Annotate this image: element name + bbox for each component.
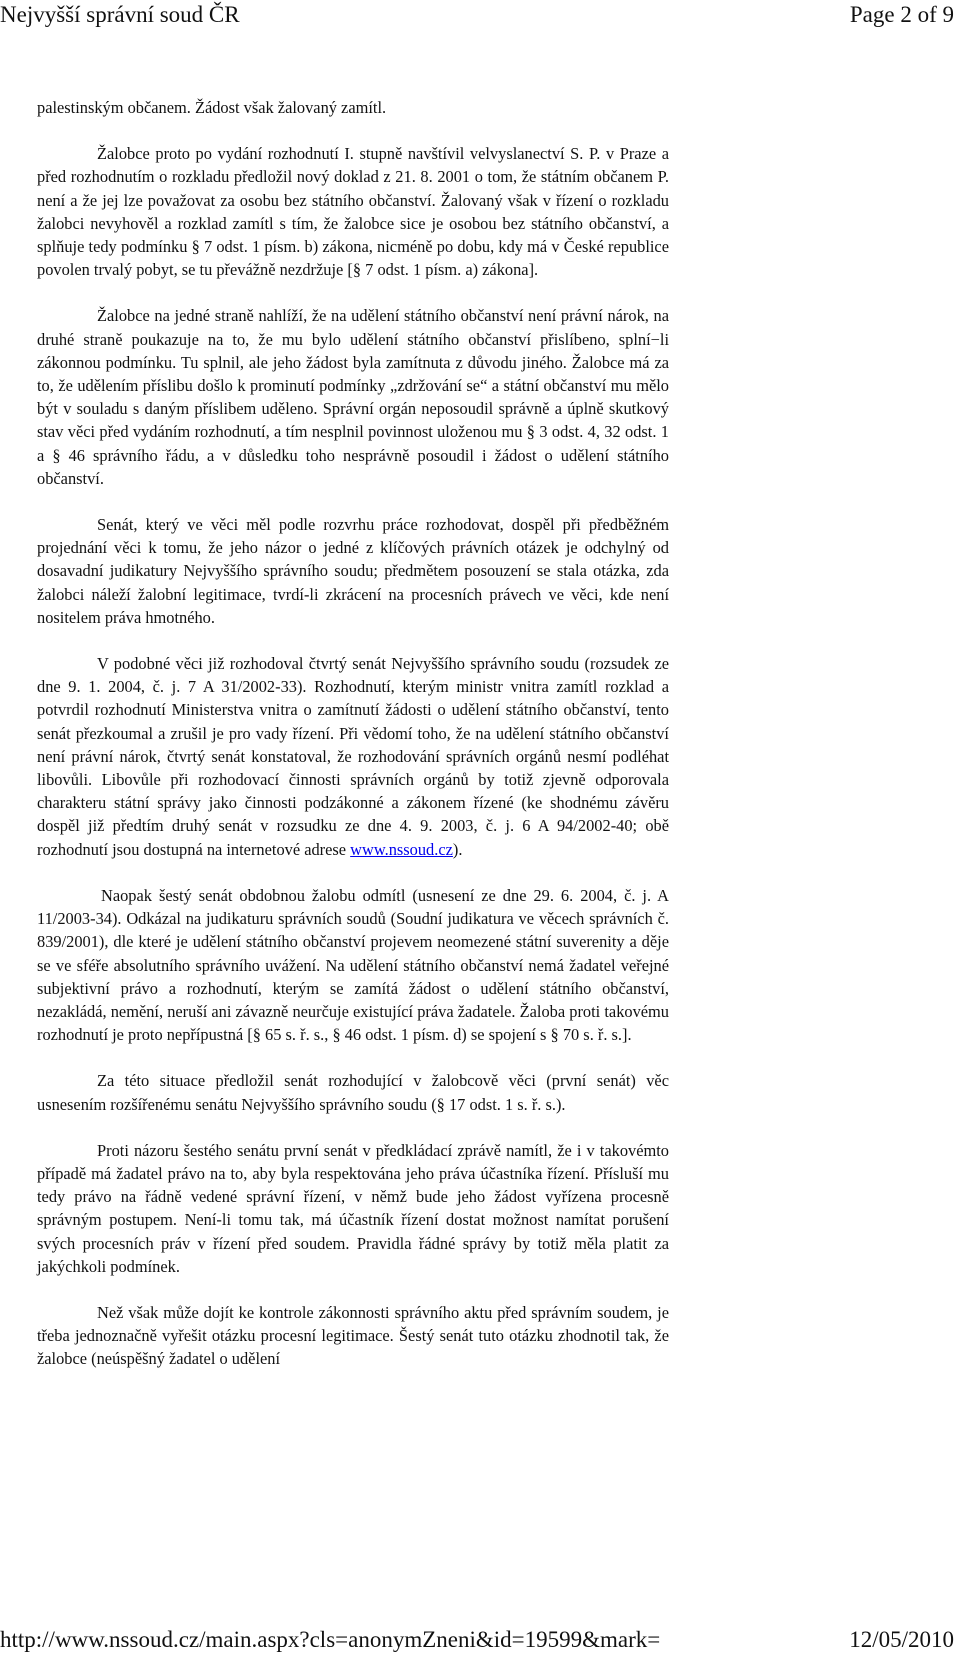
header-title: Nejvyšší správní soud ČR [0,2,240,27]
paragraph-5-end: ). [452,839,463,859]
footer-date: 12/05/2010 [849,1627,954,1652]
footer-url: http://www.nssoud.cz/main.aspx?cls=anonymZneni&id=19599&mark= [0,1627,661,1652]
nssoud-link[interactable]: www.nssoud.cz [350,839,453,859]
paragraph-9: Než však může dojít ke kontrole zákonnosti správního aktu před správním soudem, je třeba jednoznačně vyřešit otázku procesní legitimace. Šestý senát tuto otázku zhodnotil tak, že žalobce (neúspěšný žadatel o udělení [37,1302,669,1369]
header-page-number: Page 2 of 9 [849,2,954,27]
paragraph-3: Žalobce na jedné straně nahlíží, že na udělení státního občanství není právní nárok, na druhé straně poukazuje na to, že mu bylo udělení státního občanství přislíbeno, splní−li zákonnou podmínku. Tu splnil, ale jeho žádost byla zamítnuta z důvodu jiného. Žalobce má za to, že udělením příslibu došlo k prominutí podmínky „zdržování se“ a státní občanství mu mělo být v souladu s daným příslibem uděleno. Správní orgán neposoudil správně a úplně skutkový stav věci před vydáním rozhodnutí, a tím nesplnil povinnost uloženou mu § 3 odst. 4, 32 odst. 1 a § 46 správního řádu, a v důsledku toho nesprávně posoudil i žádost o udělení státního občanství. [37,306,669,488]
document-body [37,96,669,1394]
paragraph-7: Za této situace předložil senát rozhodující v žalobcově věci (první senát) věc usnesením rozšířenému senátu Nejvyššího správního soudu (§ 17 odst. 1 s. ř. s.). [37,1071,669,1114]
paragraph-2: Žalobce proto po vydání rozhodnutí I. stupně navštívil velvyslanectví S. P. v Praze a před rozhodnutím o rozkladu předložil nový doklad z 21. 8. 2001 o tom, že státním občanem P. není a že jej lze považovat za osobu bez státního občanství. Žalovaný však v řízení o rozkladu žalobci nevyhověl a rozklad zamítl s tím, že žalobce sice je osobou bez státního občanství, a splňuje tedy podmínku § 7 odst. 1 písm. b) zákona, nicméně po dobu, kdy má v České republice povolen trvalý pobyt, se tu převážně nezdržuje [§ 7 odst. 1 písm. a) zákona]. [37,144,669,280]
paragraph-6: Naopak šestý senát obdobnou žalobu odmítl (usnesení ze dne 29. 6. 2004, č. j. A 11/2003-34). Odkázal na judikaturu správních soudů (Soudní judikatura ve věcech správních č. 839/2001), dle které je udělení státního občanství projevem neomezené státní suverenity a děje se ve sféře absolutního správního uvážení. Na udělení státního občanství nemá žadatel veřejné subjektivní právo a rozhodnutí, kterým se zamítá žádost o udělení státního občanství, nezakládá, nemění, neruší ani závazně neurčuje existující práva žadatele. Žaloba proti takovému rozhodnutí je proto nepřípustná [§ 65 s. ř. s., § 46 odst. 1 písm. d) se spojení s § 70 s. ř. s.]. [37,885,669,1045]
paragraph-8: Proti názoru šestého senátu první senát v předkládací zprávě namítl, že i v takovémto případě má žadatel právo na to, aby byla respektována jeho práva účastníka řízení. Přísluší mu tedy právo na řádně vedené správní řízení, v němž bude jeho žádost vyřízena procesně správným postupem. Není-li tomu tak, má účastník řízení dostat možnost namítat porušení svých procesních práv v řízení před soudem. Pravidla řádné správy by totiž měla platit za jakýchkoli podmínek. [37,1140,669,1276]
paragraph-4: Senát, který ve věci měl podle rozvrhu práce rozhodovat, dospěl při předběžném projednání věci k tomu, že jeho názor o jedné z klíčových právních otázek je odchylný od dosavadní judikatury Nejvyššího správního soudu; předmětem posouzení se stala otázka, zda žalobci náleží žalobní legitimace, tvrdí-li zkrácení na procesních právech ve věci, kde není nositelem práva hmotného. [37,515,669,627]
paragraph-5-text: V podobné věci již rozhodoval čtvrtý senát Nejvyššího správního soudu (rozsudek ze dne 9. 1. 2004, č. j. 7 A 31/2002-33). Rozhodnutí, kterým ministr vnitra zamítl rozklad a potvrdil rozhodnutí Ministerstva vnitra o zamítnutí žádosti o udělení státního občanství, tento senát přezkoumal a zrušil je pro vady řízení. Při vědomí toho, že na udělení státního občanství není právní nárok, čtvrtý senát konstatoval, že rozhodování správních orgánů nesmí podléhat libovůli. Libovůle při rozhodovací činnosti správních orgánů by totiž zjevně odporovala charakteru státní správy jako činnosti podzákonné a zákonem řízené (ke shodnému závěru dospěl již předtím druhý senát v rozsudku ze dne 4. 9. 2003, č. j. 6 A 94/2002-40; obě rozhodnutí jsou dostupná na internetové adrese [37,654,669,859]
paragraph-1: palestinským občanem. Žádost však žalovaný zamítl. [37,98,387,117]
paragraph-5 [37,652,669,861]
